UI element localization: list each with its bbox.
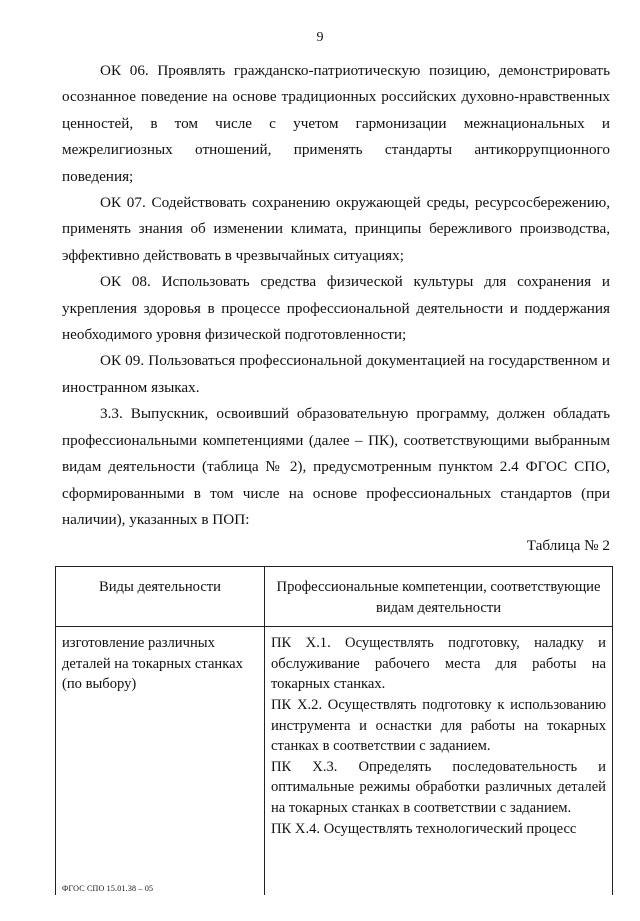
competency-pk-x4: ПК Х.4. Осуществлять технологический процесс <box>271 820 577 837</box>
competencies-cell <box>265 627 613 896</box>
header-competencies: Профессиональные компетенции, соответствующие видам деятельности <box>265 567 613 627</box>
paragraph-3-3: 3.3. Выпускник, освоивший образовательную программу, должен обладать профессиональными компетенциями (далее – ПК), соответствующими выбранным видам деятельности (таблица № 2), предусмотренным пунктом 2.4 ФГОС СПО, сформированными в том числе на основе профессиональных стандартов (при наличии), указанных в ПОП: <box>62 405 610 528</box>
body-text <box>62 58 610 533</box>
competencies-table <box>55 566 613 895</box>
paragraph-ok-06: ОК 06. Проявлять гражданско-патриотическую позицию, демонстрировать осознанное поведение на основе традиционных российских духовно-нравственных ценностей, в том числе с учетом гармонизации межнациональных и межрелигиозных отношений, применять стандарты антикоррупционного поведения; <box>62 62 610 185</box>
paragraph-ok-07: ОК 07. Содействовать сохранению окружающей среды, ресурсосбережению, применять знания об изменении климата, принципы бережливого производства, эффективно действовать в чрезвычайных ситуациях; <box>62 194 610 264</box>
table-header-row <box>56 567 613 627</box>
competency-pk-x2: ПК Х.2. Осуществлять подготовку к использованию инструмента и оснастки для работы на токарных станках в соответствии с заданием. <box>271 696 606 755</box>
document-code-footer: ФГОС СПО 15.01.38 – 05 <box>62 884 154 893</box>
competency-pk-x3: ПК Х.3. Определять последовательность и оптимальные режимы обработки различных деталей на токарных станках в соответствии с заданием. <box>271 758 606 816</box>
paragraph-ok-08: ОК 08. Использовать средства физической культуры для сохранения и укрепления здоровья в процессе профессиональной деятельности и поддержания необходимого уровня физической подготовленности; <box>62 273 610 344</box>
activity-cell: изготовление различных деталей на токарных станках (по выбору) <box>56 627 265 896</box>
paragraph-ok-09: ОК 09. Пользоваться профессиональной документацией на государственном и иностранном языках. <box>62 352 610 396</box>
table-row <box>56 627 613 896</box>
competency-pk-x1: ПК Х.1. Осуществлять подготовку, наладку и обслуживание рабочего места для работы на токарных станках. <box>271 635 606 693</box>
page-number: 9 <box>316 30 324 45</box>
header-activity: Виды деятельности <box>56 567 265 627</box>
table-caption: Таблица № 2 <box>526 537 610 554</box>
